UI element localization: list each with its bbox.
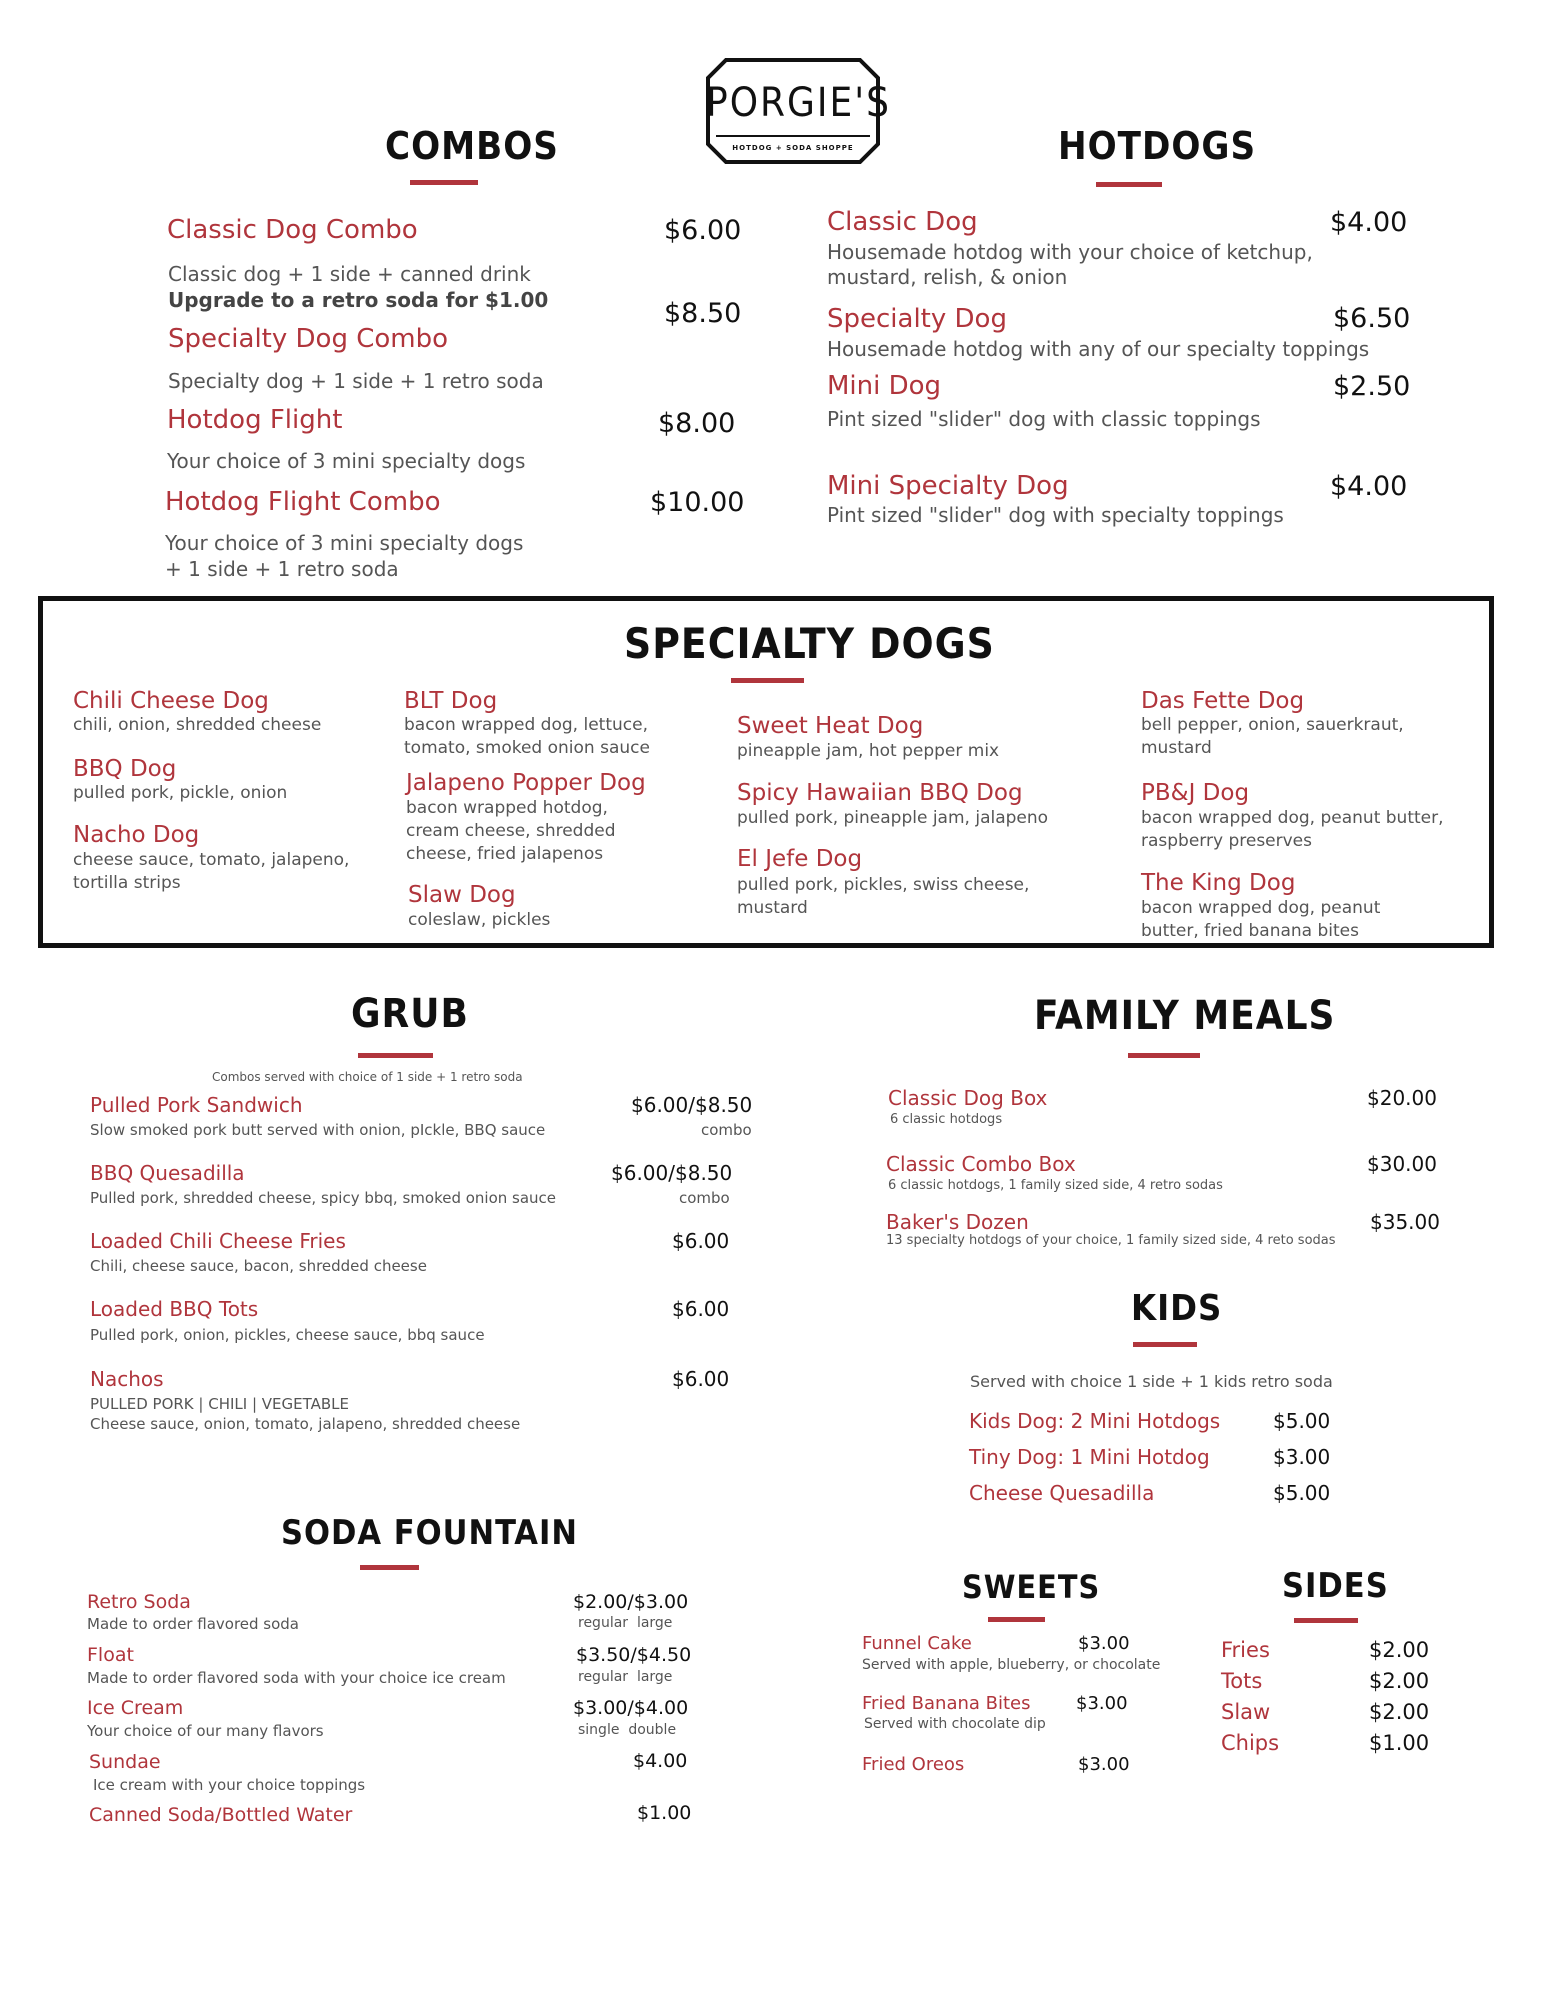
combo-price: $8.00 (658, 408, 736, 439)
soda-price: $2.00/$3.00 (573, 1591, 689, 1613)
logo (706, 58, 891, 164)
specialty-desc: mustard (737, 898, 808, 918)
hotdog-desc: Housemade hotdog with your choice of ketchup, (827, 240, 1313, 264)
specialty-name: BBQ Dog (73, 756, 177, 782)
grub-name: Nachos (90, 1367, 164, 1391)
combo-desc: + 1 side + 1 retro soda (165, 557, 399, 581)
sides-price: $1.00 (1369, 1731, 1430, 1755)
family-price: $35.00 (1370, 1210, 1440, 1234)
family-desc: 13 specialty hotdogs of your choice, 1 family sized side, 4 reto sodas (886, 1233, 1336, 1248)
hotdog-price: $2.50 (1333, 371, 1411, 402)
hotdog-price: $4.00 (1330, 471, 1408, 502)
soda-name: Float (87, 1644, 134, 1666)
family-desc: 6 classic hotdogs, 1 family sized side, 4 retro sodas (888, 1178, 1223, 1193)
hotdog-desc: Pint sized "slider" dog with specialty toppings (827, 503, 1284, 527)
sweets-name: Funnel Cake (862, 1633, 972, 1654)
soda-size-labels: regular large (578, 1615, 673, 1631)
sides-name: Slaw (1221, 1700, 1271, 1724)
combo-desc: Your choice of 3 mini specialty dogs (167, 449, 526, 473)
kids-rule (1133, 1342, 1197, 1347)
sweets-rule (988, 1617, 1045, 1622)
combo-price: $8.50 (664, 298, 742, 329)
combo-upgrade-note: Upgrade to a retro soda for $1.00 (168, 288, 549, 312)
soda-price: $4.00 (633, 1750, 688, 1772)
kids-price: $5.00 (1273, 1409, 1331, 1433)
soda-size-labels: single double (578, 1722, 677, 1738)
combo-name: Classic Dog Combo (167, 215, 418, 245)
soda-size-labels: regular large (578, 1669, 673, 1685)
soda-desc: Ice cream with your choice toppings (93, 1776, 366, 1794)
grub-price: $6.00 (672, 1367, 730, 1391)
combo-name: Specialty Dog Combo (168, 324, 449, 354)
specialty-name: BLT Dog (404, 688, 498, 714)
family-name: Classic Combo Box (886, 1152, 1076, 1176)
specialty-name: Sweet Heat Dog (737, 713, 924, 739)
sides-rule (1294, 1618, 1358, 1623)
hotdog-desc: mustard, relish, & onion (827, 265, 1068, 289)
kids-name: Tiny Dog: 1 Mini Hotdog (969, 1445, 1210, 1469)
sweets-desc: Served with apple, blueberry, or chocolate (862, 1657, 1161, 1673)
grub-price: $6.00/$8.50 (631, 1093, 753, 1117)
specialty-desc: bell pepper, onion, sauerkraut, (1141, 715, 1404, 735)
combo-price: $6.00 (664, 215, 742, 246)
soda-price: $3.50/$4.50 (576, 1644, 692, 1666)
sides-name: Fries (1221, 1638, 1270, 1662)
kids-note: Served with choice 1 side + 1 kids retro soda (970, 1372, 1333, 1391)
specialty-desc: tortilla strips (73, 873, 181, 893)
logo-tagline: HOTDOG + SODA SHOPPE (732, 144, 854, 152)
specialty-desc: chili, onion, shredded cheese (73, 715, 322, 735)
soda-name: Ice Cream (87, 1697, 184, 1719)
grub-rule (358, 1053, 433, 1058)
grub-price: $6.00 (672, 1297, 730, 1321)
soda-desc: Made to order flavored soda (87, 1615, 299, 1633)
sweets-desc: Served with chocolate dip (864, 1716, 1046, 1732)
grub-desc: Chili, cheese sauce, bacon, shredded cheese (90, 1257, 427, 1275)
grub-combo-label: combo (679, 1189, 730, 1207)
hotdog-price: $6.50 (1333, 303, 1411, 334)
specialty-name: Slaw Dog (408, 882, 516, 908)
sweets-price: $3.00 (1076, 1693, 1128, 1714)
specialty-name: Chili Cheese Dog (73, 688, 269, 714)
hotdog-name: Specialty Dog (827, 304, 1007, 334)
combos-heading: COMBOS (385, 124, 559, 168)
specialty-rule (731, 678, 804, 683)
specialty-desc: bacon wrapped dog, peanut butter, (1141, 808, 1444, 828)
soda-price: $1.00 (637, 1802, 692, 1824)
specialty-desc: cream cheese, shredded (406, 821, 616, 841)
specialty-desc: tomato, smoked onion sauce (404, 738, 650, 758)
specialty-name: The King Dog (1141, 870, 1296, 896)
sides-name: Tots (1221, 1669, 1263, 1693)
sweets-name: Fried Banana Bites (862, 1693, 1031, 1714)
family-price: $30.00 (1367, 1152, 1437, 1176)
specialty-desc: bacon wrapped hotdog, (406, 798, 608, 818)
kids-name: Cheese Quesadilla (969, 1481, 1155, 1505)
hotdog-name: Classic Dog (827, 207, 978, 237)
specialty-desc: cheese, fried jalapenos (406, 844, 604, 864)
specialty-desc: bacon wrapped dog, peanut (1141, 898, 1381, 918)
soda-desc: Made to order flavored soda with your choice ice cream (87, 1669, 506, 1687)
grub-desc: Cheese sauce, onion, tomato, jalapeno, shredded cheese (90, 1415, 521, 1433)
specialty-name: Das Fette Dog (1141, 688, 1305, 714)
combo-name: Hotdog Flight (167, 405, 343, 435)
specialty-name: El Jefe Dog (737, 846, 863, 872)
family-heading: FAMILY MEALS (1034, 993, 1336, 1039)
grub-price: $6.00 (672, 1229, 730, 1253)
specialty-desc: pulled pork, pineapple jam, jalapeno (737, 808, 1049, 828)
specialty-desc: butter, fried banana bites (1141, 921, 1359, 941)
specialty-desc: pulled pork, pickle, onion (73, 783, 288, 803)
logo-name: PORGIE'S (706, 80, 891, 126)
grub-name: BBQ Quesadilla (90, 1161, 245, 1185)
sweets-name: Fried Oreos (862, 1754, 965, 1775)
sweets-price: $3.00 (1078, 1754, 1130, 1775)
grub-price: $6.00/$8.50 (611, 1161, 733, 1185)
soda-price: $3.00/$4.00 (573, 1697, 689, 1719)
grub-name: Loaded BBQ Tots (90, 1297, 259, 1321)
specialty-desc: bacon wrapped dog, lettuce, (404, 715, 648, 735)
kids-price: $5.00 (1273, 1481, 1331, 1505)
sides-name: Chips (1221, 1731, 1280, 1755)
hotdog-name: Mini Specialty Dog (827, 471, 1069, 501)
sides-price: $2.00 (1369, 1669, 1430, 1693)
sweets-heading: SWEETS (962, 1568, 1101, 1606)
soda-heading: SODA FOUNTAIN (281, 1513, 578, 1553)
sweets-price: $3.00 (1078, 1633, 1130, 1654)
soda-name: Sundae (89, 1751, 161, 1773)
grub-desc: Pulled pork, onion, pickles, cheese sauce, bbq sauce (90, 1326, 485, 1344)
grub-desc: Pulled pork, shredded cheese, spicy bbq, smoked onion sauce (90, 1189, 557, 1207)
specialty-name: Nacho Dog (73, 822, 200, 848)
kids-name: Kids Dog: 2 Mini Hotdogs (969, 1409, 1221, 1433)
soda-name: Retro Soda (87, 1591, 191, 1613)
sides-price: $2.00 (1369, 1700, 1430, 1724)
hotdogs-heading: HOTDOGS (1058, 124, 1257, 168)
specialty-desc: raspberry preserves (1141, 831, 1312, 851)
grub-desc: PULLED PORK | CHILI | VEGETABLE (90, 1395, 350, 1413)
specialty-desc: pineapple jam, hot pepper mix (737, 741, 1000, 761)
hotdog-price: $4.00 (1330, 207, 1408, 238)
combo-desc: Specialty dog + 1 side + 1 retro soda (168, 369, 544, 393)
family-rule (1128, 1053, 1200, 1058)
soda-rule (360, 1565, 419, 1570)
grub-name: Pulled Pork Sandwich (90, 1093, 303, 1117)
specialty-desc: mustard (1141, 738, 1212, 758)
family-name: Classic Dog Box (888, 1086, 1048, 1110)
family-price: $20.00 (1367, 1086, 1437, 1110)
grub-desc: Slow smoked pork butt served with onion, pIckle, BBQ sauce (90, 1121, 546, 1139)
combo-price: $10.00 (650, 487, 745, 518)
soda-desc: Your choice of our many flavors (87, 1722, 324, 1740)
hotdog-desc: Pint sized "slider" dog with classic toppings (827, 407, 1261, 431)
soda-name: Canned Soda/Bottled Water (89, 1804, 353, 1826)
hotdog-name: Mini Dog (827, 371, 942, 401)
specialty-desc: cheese sauce, tomato, jalapeno, (73, 850, 350, 870)
combo-name: Hotdog Flight Combo (165, 487, 441, 517)
grub-combo-label: combo (701, 1121, 752, 1139)
hotdogs-rule (1096, 182, 1162, 187)
specialty-heading: SPECIALTY DOGS (624, 619, 995, 668)
specialty-name: PB&J Dog (1141, 780, 1250, 806)
sides-heading: SIDES (1282, 1566, 1389, 1606)
combo-desc: Classic dog + 1 side + canned drink (168, 262, 531, 286)
specialty-desc: coleslaw, pickles (408, 910, 551, 930)
grub-heading: GRUB (351, 991, 469, 1037)
specialty-name: Jalapeno Popper Dog (406, 770, 646, 796)
kids-heading: KIDS (1131, 1288, 1223, 1329)
specialty-desc: pulled pork, pickles, swiss cheese, (737, 875, 1030, 895)
family-desc: 6 classic hotdogs (890, 1112, 1003, 1127)
hotdog-desc: Housemade hotdog with any of our specialty toppings (827, 337, 1370, 361)
family-name: Baker's Dozen (886, 1210, 1029, 1234)
combos-rule (410, 180, 478, 185)
sides-price: $2.00 (1369, 1638, 1430, 1662)
grub-name: Loaded Chili Cheese Fries (90, 1229, 346, 1253)
grub-combo-note: Combos served with choice of 1 side + 1 retro soda (212, 1070, 523, 1084)
specialty-name: Spicy Hawaiian BBQ Dog (737, 780, 1023, 806)
kids-price: $3.00 (1273, 1445, 1331, 1469)
combo-desc: Your choice of 3 mini specialty dogs (165, 531, 524, 555)
